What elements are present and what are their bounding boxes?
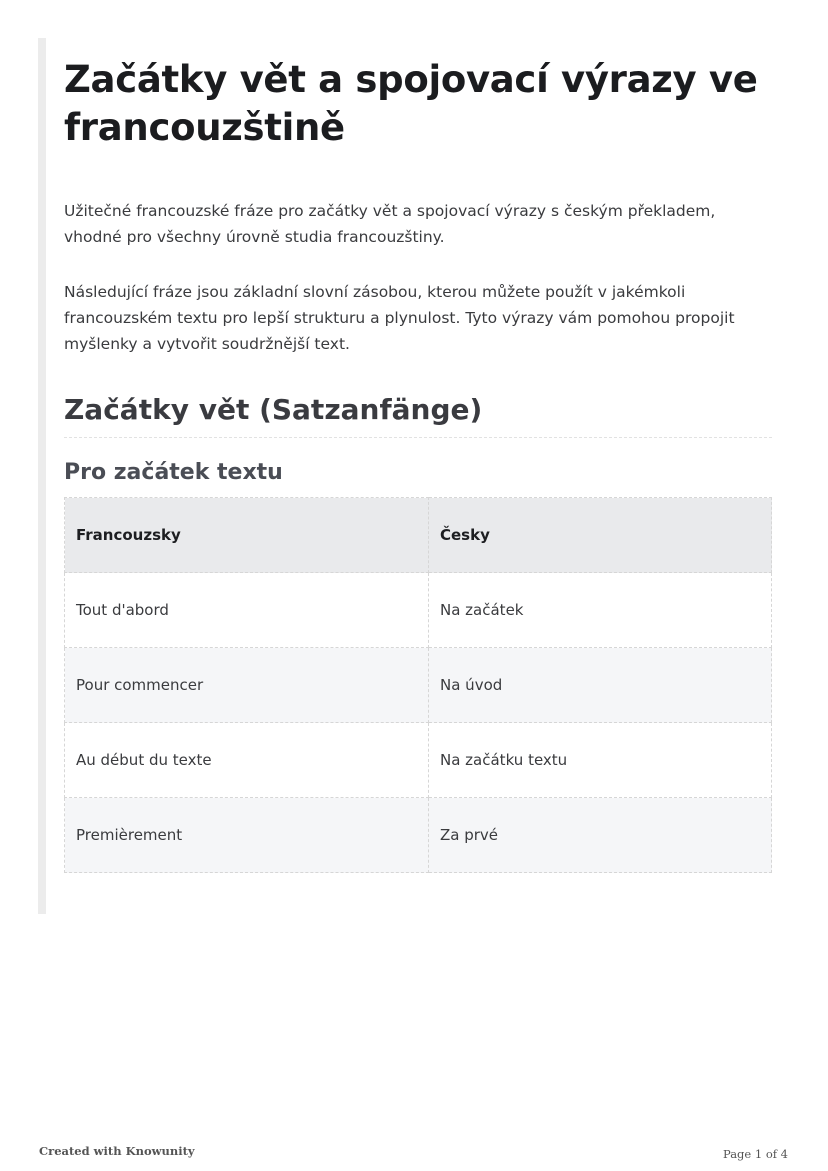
cell-czech: Za prvé [429,798,772,873]
header-czech: Česky [429,498,772,573]
intro-paragraph: Užitečné francouzské fráze pro začátky vět a spojovací výrazy s českým překladem, vhodné pro všechny úrovně studia francouzštiny. [64,202,716,246]
table-row [65,798,772,873]
subsection-title: Pro začátek textu [64,460,283,485]
table-row [65,648,772,723]
header-french: Francouzsky [65,498,429,573]
footer-page-number: Page 1 of 4 [722,1147,788,1161]
table-header-row [65,498,772,573]
cell-french: Tout d'abord [65,573,429,648]
cell-czech: Na úvod [429,648,772,723]
table-row [65,573,772,648]
footer-created-with: Created with Knowunity [39,1144,195,1158]
cell-czech: Na začátku textu [429,723,772,798]
left-accent-bar [38,38,46,914]
cell-french: Premièrement [65,798,429,873]
cell-czech: Na začátek [429,573,772,648]
cell-french: Pour commencer [65,648,429,723]
table-row [65,723,772,798]
body-paragraph: Následující fráze jsou základní slovní zásobou, kterou můžete použít v jakémkoli francouzském textu pro lepší strukturu a plynulost. Tyto výrazy vám pomohou propojit myšlenky a vytvořit soudržnější text. [64,283,735,353]
document-content [64,56,772,873]
section-title: Začátky vět (Satzanfänge) [64,391,772,438]
cell-french: Au début du texte [65,723,429,798]
phrase-table [64,497,772,873]
page-title: Začátky vět a spojovací výrazy ve francouzštině [64,58,758,149]
